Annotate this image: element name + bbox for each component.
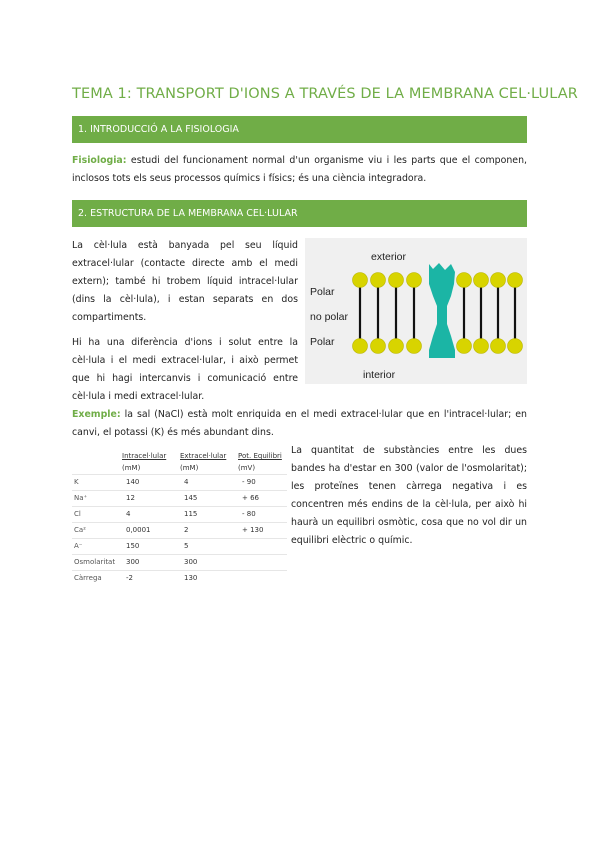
table-cell: - 80	[236, 506, 287, 522]
term-fisiologia: Fisiologia:	[72, 155, 127, 166]
section-2-heading: 2. ESTRUCTURA DE LA MEMBRANA CEL·LULAR	[72, 200, 527, 227]
table-cell: 150	[120, 538, 178, 554]
label-polar-top: Polar	[310, 286, 335, 298]
table-cell: - 90	[236, 474, 287, 490]
example-label: Exemple:	[72, 409, 121, 420]
lipid-head	[407, 339, 422, 354]
table-cell: 4	[120, 506, 178, 522]
table-cell: 5	[178, 538, 236, 554]
lipid-head	[474, 273, 489, 288]
table-cell: Pot. Equilibri	[238, 452, 282, 460]
table-cell: + 66	[236, 490, 287, 506]
table-cell: 300	[120, 554, 178, 570]
table-cell: Càrrega	[72, 570, 120, 586]
table-units-row	[72, 462, 287, 474]
table-cell: Osmolaritat	[72, 554, 120, 570]
table-cell	[72, 462, 120, 474]
table-cell: K	[72, 474, 120, 490]
lipid-head	[353, 273, 368, 288]
table-cell: 140	[120, 474, 178, 490]
label-exterior: exterior	[371, 251, 407, 263]
label-no-polar: no polar	[310, 311, 348, 323]
table-row	[72, 474, 287, 490]
table-cell: (mM)	[180, 463, 199, 472]
table-row	[72, 522, 287, 538]
table-cell: + 130	[236, 522, 287, 538]
table-cell: A⁻	[72, 538, 120, 554]
section-2-paragraph-2: Hi ha una diferència d'ions i solut entre la cèl·lula i el medi extracel·lular, i això permet que hi hagi intercanvis i comunicació entre cèl·lula i medi extracel·lular.	[72, 337, 298, 402]
table-cell	[236, 570, 287, 586]
label-interior: interior	[363, 369, 396, 381]
table-cell	[236, 538, 287, 554]
section-2-paragraph-3: La quantitat de substàncies entre les dues bandes ha d'estar en 300 (valor de l'osmolaritat); les proteïnes tenen càrrega negativa i es concentren més endins de la cèl·lula, per això hi haurà un equilibri osmòtic, cosa que no vol dir un equilibri elèctric o químic.	[291, 445, 527, 546]
table-cell: 4	[178, 474, 236, 490]
table-row	[72, 506, 287, 522]
lipid-head	[389, 273, 404, 288]
table-header-row	[72, 450, 287, 462]
section-1-paragraph	[72, 152, 527, 188]
membrane-protein	[429, 263, 455, 358]
section-2-paragraph-1: La cèl·lula està banyada pel seu líquid extracel·lular (contacte directe amb el medi extern); també hi trobem líquid intracel·lular (dins la cèl·lula), i estan separats en dos compartiments.	[72, 240, 298, 323]
table-cell	[236, 554, 287, 570]
table-cell: 145	[178, 490, 236, 506]
table-cell: Intracel·lular	[122, 452, 167, 460]
table-cell: 2	[178, 522, 236, 538]
lipid-head	[371, 339, 386, 354]
table-cell: 12	[120, 490, 178, 506]
lipid-head	[353, 339, 368, 354]
table-row	[72, 538, 287, 554]
lipid-head	[508, 273, 523, 288]
table-cell	[72, 450, 120, 462]
example-paragraph	[72, 406, 527, 442]
lipid-head	[491, 339, 506, 354]
lipid-head	[474, 339, 489, 354]
label-polar-bottom: Polar	[310, 336, 335, 348]
lipid-head	[508, 339, 523, 354]
table-cell: 115	[178, 506, 236, 522]
table-cell: Na⁺	[72, 490, 120, 506]
page-title: TEMA 1: TRANSPORT D'IONS A TRAVÉS DE LA MEMBRANA CEL·LULAR	[72, 86, 578, 102]
definition-text: estudi del funcionament normal d'un organisme viu i les parts que el componen, inclosos tots els seus processos químics i físics; és una ciència integradora.	[72, 155, 527, 184]
lipid-head	[457, 339, 472, 354]
table-cell: (mM)	[122, 463, 141, 472]
table-row	[72, 554, 287, 570]
table-cell: 300	[178, 554, 236, 570]
lipid-head	[491, 273, 506, 288]
table-cell: Extracel·lular	[180, 452, 227, 460]
membrane-diagram	[305, 238, 527, 384]
lipid-head	[389, 339, 404, 354]
lipid-head	[371, 273, 386, 288]
lipid-head	[457, 273, 472, 288]
lipid-head	[407, 273, 422, 288]
table-cell: Ca²	[72, 522, 120, 538]
example-text: la sal (NaCl) està molt enriquida en el medi extracel·lular que en l'intracel·lular; en canvi, el potassi (K) és més abundant dins.	[72, 409, 527, 438]
section-1-heading: 1. INTRODUCCIÓ A LA FISIOLOGIA	[72, 116, 527, 143]
ion-concentration-table	[72, 450, 287, 590]
table-cell: Cl	[72, 506, 120, 522]
lipid-bilayer-figure	[305, 238, 527, 384]
table-cell: -2	[120, 570, 178, 586]
table-row	[72, 490, 287, 506]
table-cell: (mV)	[238, 463, 256, 472]
table-cell: 130	[178, 570, 236, 586]
table-cell: 0,0001	[120, 522, 178, 538]
table-row	[72, 570, 287, 586]
